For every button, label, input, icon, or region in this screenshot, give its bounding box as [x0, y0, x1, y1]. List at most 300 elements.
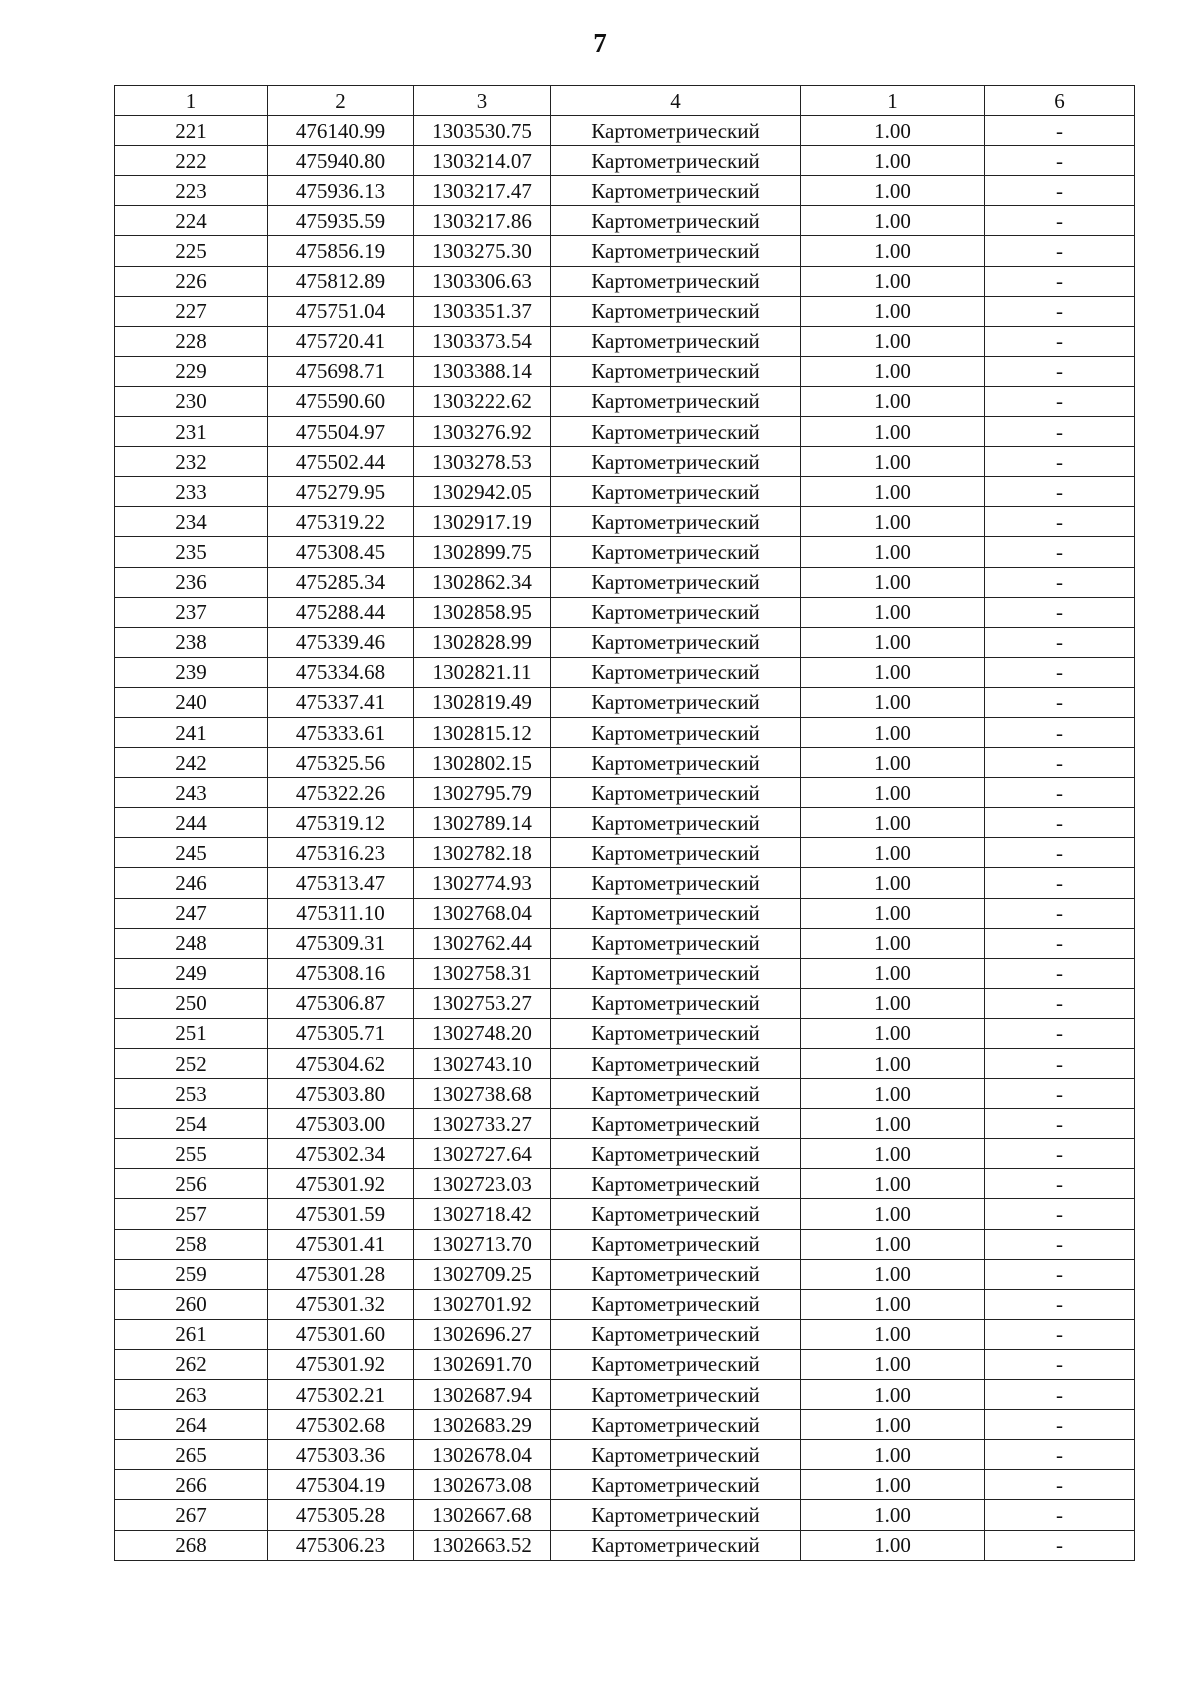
accuracy-cell: 1.00: [801, 477, 985, 507]
y-coordinate-cell: 1302663.52: [414, 1530, 551, 1560]
table-row: [115, 1259, 1135, 1289]
method-cell: Картометрический: [551, 1169, 801, 1199]
method-cell: Картометрический: [551, 1049, 801, 1079]
method-cell: Картометрический: [551, 1530, 801, 1560]
point-number-cell: 239: [115, 657, 268, 687]
x-coordinate-cell: 475305.71: [268, 1018, 414, 1048]
table-row: [115, 778, 1135, 808]
table-row: [115, 1470, 1135, 1500]
method-cell: Картометрический: [551, 868, 801, 898]
column-header-2: 2: [268, 86, 414, 116]
method-cell: Картометрический: [551, 477, 801, 507]
accuracy-cell: 1.00: [801, 1169, 985, 1199]
accuracy-cell: 1.00: [801, 1289, 985, 1319]
table-row: [115, 898, 1135, 928]
point-number-cell: 259: [115, 1259, 268, 1289]
y-coordinate-cell: 1302815.12: [414, 717, 551, 747]
y-coordinate-cell: 1302701.92: [414, 1289, 551, 1319]
accuracy-cell: 1.00: [801, 1199, 985, 1229]
note-cell: -: [985, 296, 1135, 326]
note-cell: -: [985, 116, 1135, 146]
note-cell: -: [985, 717, 1135, 747]
y-coordinate-cell: 1302789.14: [414, 808, 551, 838]
table-row: [115, 988, 1135, 1018]
method-cell: Картометрический: [551, 808, 801, 838]
y-coordinate-cell: 1302743.10: [414, 1049, 551, 1079]
x-coordinate-cell: 475940.80: [268, 146, 414, 176]
x-coordinate-cell: 475319.12: [268, 808, 414, 838]
method-cell: Картометрический: [551, 1289, 801, 1319]
x-coordinate-cell: 475325.56: [268, 748, 414, 778]
y-coordinate-cell: 1302758.31: [414, 958, 551, 988]
y-coordinate-cell: 1302828.99: [414, 627, 551, 657]
y-coordinate-cell: 1302858.95: [414, 597, 551, 627]
x-coordinate-cell: 475319.22: [268, 507, 414, 537]
note-cell: -: [985, 597, 1135, 627]
accuracy-cell: 1.00: [801, 958, 985, 988]
accuracy-cell: 1.00: [801, 116, 985, 146]
x-coordinate-cell: 475302.68: [268, 1410, 414, 1440]
note-cell: -: [985, 1169, 1135, 1199]
accuracy-cell: 1.00: [801, 417, 985, 447]
accuracy-cell: 1.00: [801, 748, 985, 778]
column-header-1: 1: [115, 86, 268, 116]
column-header-4: 4: [551, 86, 801, 116]
note-cell: -: [985, 326, 1135, 356]
column-header-3: 3: [414, 86, 551, 116]
table-row: [115, 687, 1135, 717]
y-coordinate-cell: 1302718.42: [414, 1199, 551, 1229]
note-cell: -: [985, 748, 1135, 778]
point-number-cell: 233: [115, 477, 268, 507]
method-cell: Картометрический: [551, 386, 801, 416]
note-cell: -: [985, 1049, 1135, 1079]
x-coordinate-cell: 475337.41: [268, 687, 414, 717]
y-coordinate-cell: 1303388.14: [414, 356, 551, 386]
accuracy-cell: 1.00: [801, 597, 985, 627]
note-cell: -: [985, 1259, 1135, 1289]
table-row: [115, 1319, 1135, 1349]
point-number-cell: 229: [115, 356, 268, 386]
y-coordinate-cell: 1303217.47: [414, 176, 551, 206]
table-row: [115, 266, 1135, 296]
method-cell: Картометрический: [551, 898, 801, 928]
y-coordinate-cell: 1302696.27: [414, 1319, 551, 1349]
accuracy-cell: 1.00: [801, 1229, 985, 1259]
accuracy-cell: 1.00: [801, 1380, 985, 1410]
accuracy-cell: 1.00: [801, 356, 985, 386]
y-coordinate-cell: 1302713.70: [414, 1229, 551, 1259]
method-cell: Картометрический: [551, 1380, 801, 1410]
table-row: [115, 236, 1135, 266]
accuracy-cell: 1.00: [801, 1349, 985, 1379]
note-cell: -: [985, 627, 1135, 657]
y-coordinate-cell: 1302733.27: [414, 1109, 551, 1139]
method-cell: Картометрический: [551, 928, 801, 958]
accuracy-cell: 1.00: [801, 236, 985, 266]
method-cell: Картометрический: [551, 748, 801, 778]
accuracy-cell: 1.00: [801, 1139, 985, 1169]
note-cell: -: [985, 356, 1135, 386]
method-cell: Картометрический: [551, 1440, 801, 1470]
point-number-cell: 254: [115, 1109, 268, 1139]
table-row: [115, 1109, 1135, 1139]
y-coordinate-cell: 1302802.15: [414, 748, 551, 778]
accuracy-cell: 1.00: [801, 1470, 985, 1500]
point-number-cell: 224: [115, 206, 268, 236]
table-row: [115, 116, 1135, 146]
method-cell: Картометрический: [551, 958, 801, 988]
note-cell: -: [985, 868, 1135, 898]
accuracy-cell: 1.00: [801, 1319, 985, 1349]
point-number-cell: 221: [115, 116, 268, 146]
note-cell: -: [985, 1410, 1135, 1440]
table-row: [115, 1349, 1135, 1379]
note-cell: -: [985, 447, 1135, 477]
note-cell: -: [985, 928, 1135, 958]
x-coordinate-cell: 475502.44: [268, 447, 414, 477]
point-number-cell: 252: [115, 1049, 268, 1079]
method-cell: Картометрический: [551, 1410, 801, 1440]
table-row: [115, 597, 1135, 627]
note-cell: -: [985, 236, 1135, 266]
x-coordinate-cell: 475339.46: [268, 627, 414, 657]
table-row: [115, 537, 1135, 567]
point-number-cell: 260: [115, 1289, 268, 1319]
note-cell: -: [985, 507, 1135, 537]
accuracy-cell: 1.00: [801, 898, 985, 928]
x-coordinate-cell: 475935.59: [268, 206, 414, 236]
table-row: [115, 1500, 1135, 1530]
point-number-cell: 264: [115, 1410, 268, 1440]
note-cell: -: [985, 1289, 1135, 1319]
x-coordinate-cell: 475590.60: [268, 386, 414, 416]
method-cell: Картометрический: [551, 447, 801, 477]
note-cell: -: [985, 687, 1135, 717]
accuracy-cell: 1.00: [801, 1109, 985, 1139]
x-coordinate-cell: 475812.89: [268, 266, 414, 296]
y-coordinate-cell: 1302917.19: [414, 507, 551, 537]
method-cell: Картометрический: [551, 1079, 801, 1109]
method-cell: Картометрический: [551, 206, 801, 236]
note-cell: -: [985, 146, 1135, 176]
x-coordinate-cell: 475308.45: [268, 537, 414, 567]
method-cell: Картометрический: [551, 176, 801, 206]
x-coordinate-cell: 475285.34: [268, 567, 414, 597]
x-coordinate-cell: 475311.10: [268, 898, 414, 928]
y-coordinate-cell: 1302768.04: [414, 898, 551, 928]
table-row: [115, 1139, 1135, 1169]
x-coordinate-cell: 475333.61: [268, 717, 414, 747]
method-cell: Картометрический: [551, 296, 801, 326]
note-cell: -: [985, 567, 1135, 597]
x-coordinate-cell: 475301.59: [268, 1199, 414, 1229]
x-coordinate-cell: 475288.44: [268, 597, 414, 627]
accuracy-cell: 1.00: [801, 808, 985, 838]
y-coordinate-cell: 1302753.27: [414, 988, 551, 1018]
accuracy-cell: 1.00: [801, 567, 985, 597]
note-cell: -: [985, 477, 1135, 507]
table-row: [115, 1049, 1135, 1079]
column-header-6: 6: [985, 86, 1135, 116]
note-cell: -: [985, 1500, 1135, 1530]
accuracy-cell: 1.00: [801, 868, 985, 898]
table-row: [115, 507, 1135, 537]
point-number-cell: 227: [115, 296, 268, 326]
y-coordinate-cell: 1303530.75: [414, 116, 551, 146]
table-header-row: [115, 86, 1135, 116]
accuracy-cell: 1.00: [801, 657, 985, 687]
point-number-cell: 234: [115, 507, 268, 537]
note-cell: -: [985, 386, 1135, 416]
method-cell: Картометрический: [551, 417, 801, 447]
method-cell: Картометрический: [551, 537, 801, 567]
note-cell: -: [985, 206, 1135, 236]
method-cell: Картометрический: [551, 356, 801, 386]
x-coordinate-cell: 475308.16: [268, 958, 414, 988]
accuracy-cell: 1.00: [801, 1018, 985, 1048]
method-cell: Картометрический: [551, 116, 801, 146]
table-row: [115, 477, 1135, 507]
point-number-cell: 253: [115, 1079, 268, 1109]
method-cell: Картометрический: [551, 1018, 801, 1048]
method-cell: Картометрический: [551, 1259, 801, 1289]
method-cell: Картометрический: [551, 717, 801, 747]
method-cell: Картометрический: [551, 266, 801, 296]
x-coordinate-cell: 475322.26: [268, 778, 414, 808]
point-number-cell: 257: [115, 1199, 268, 1229]
table-body: [115, 116, 1135, 1561]
x-coordinate-cell: 475309.31: [268, 928, 414, 958]
method-cell: Картометрический: [551, 1139, 801, 1169]
table-row: [115, 176, 1135, 206]
accuracy-cell: 1.00: [801, 627, 985, 657]
note-cell: -: [985, 1530, 1135, 1560]
x-coordinate-cell: 475856.19: [268, 236, 414, 266]
page-number: 7: [593, 28, 607, 58]
x-coordinate-cell: 475304.19: [268, 1470, 414, 1500]
note-cell: -: [985, 657, 1135, 687]
point-number-cell: 250: [115, 988, 268, 1018]
note-cell: -: [985, 1229, 1135, 1259]
note-cell: -: [985, 417, 1135, 447]
x-coordinate-cell: 475306.23: [268, 1530, 414, 1560]
point-number-cell: 255: [115, 1139, 268, 1169]
point-number-cell: 266: [115, 1470, 268, 1500]
note-cell: -: [985, 176, 1135, 206]
table-row: [115, 1530, 1135, 1560]
accuracy-cell: 1.00: [801, 1530, 985, 1560]
point-number-cell: 232: [115, 447, 268, 477]
note-cell: -: [985, 1380, 1135, 1410]
x-coordinate-cell: 475751.04: [268, 296, 414, 326]
note-cell: -: [985, 537, 1135, 567]
y-coordinate-cell: 1303217.86: [414, 206, 551, 236]
accuracy-cell: 1.00: [801, 266, 985, 296]
accuracy-cell: 1.00: [801, 1440, 985, 1470]
table-row: [115, 1380, 1135, 1410]
y-coordinate-cell: 1303276.92: [414, 417, 551, 447]
table-row: [115, 657, 1135, 687]
x-coordinate-cell: 475303.36: [268, 1440, 414, 1470]
note-cell: -: [985, 1139, 1135, 1169]
note-cell: -: [985, 898, 1135, 928]
accuracy-cell: 1.00: [801, 1500, 985, 1530]
table-row: [115, 206, 1135, 236]
method-cell: Картометрический: [551, 1500, 801, 1530]
x-coordinate-cell: 475279.95: [268, 477, 414, 507]
x-coordinate-cell: 475936.13: [268, 176, 414, 206]
x-coordinate-cell: 475302.21: [268, 1380, 414, 1410]
y-coordinate-cell: 1302862.34: [414, 567, 551, 597]
note-cell: -: [985, 778, 1135, 808]
accuracy-cell: 1.00: [801, 1259, 985, 1289]
note-cell: -: [985, 1319, 1135, 1349]
accuracy-cell: 1.00: [801, 146, 985, 176]
table-row: [115, 386, 1135, 416]
y-coordinate-cell: 1303351.37: [414, 296, 551, 326]
table-row: [115, 1079, 1135, 1109]
x-coordinate-cell: 475316.23: [268, 838, 414, 868]
table-row: [115, 1440, 1135, 1470]
note-cell: -: [985, 1349, 1135, 1379]
point-number-cell: 262: [115, 1349, 268, 1379]
y-coordinate-cell: 1302821.11: [414, 657, 551, 687]
point-number-cell: 249: [115, 958, 268, 988]
point-number-cell: 226: [115, 266, 268, 296]
accuracy-cell: 1.00: [801, 1049, 985, 1079]
y-coordinate-cell: 1302762.44: [414, 928, 551, 958]
method-cell: Картометрический: [551, 778, 801, 808]
y-coordinate-cell: 1302723.03: [414, 1169, 551, 1199]
point-number-cell: 256: [115, 1169, 268, 1199]
accuracy-cell: 1.00: [801, 717, 985, 747]
coordinates-table: [114, 85, 1135, 1561]
point-number-cell: 225: [115, 236, 268, 266]
method-cell: Картометрический: [551, 627, 801, 657]
x-coordinate-cell: 475305.28: [268, 1500, 414, 1530]
y-coordinate-cell: 1302774.93: [414, 868, 551, 898]
y-coordinate-cell: 1302748.20: [414, 1018, 551, 1048]
point-number-cell: 222: [115, 146, 268, 176]
note-cell: -: [985, 988, 1135, 1018]
table-row: [115, 417, 1135, 447]
point-number-cell: 261: [115, 1319, 268, 1349]
x-coordinate-cell: 475301.28: [268, 1259, 414, 1289]
table-row: [115, 1410, 1135, 1440]
method-cell: Картометрический: [551, 507, 801, 537]
point-number-cell: 267: [115, 1500, 268, 1530]
y-coordinate-cell: 1302678.04: [414, 1440, 551, 1470]
y-coordinate-cell: 1302795.79: [414, 778, 551, 808]
accuracy-cell: 1.00: [801, 687, 985, 717]
x-coordinate-cell: 475698.71: [268, 356, 414, 386]
table-row: [115, 838, 1135, 868]
accuracy-cell: 1.00: [801, 296, 985, 326]
point-number-cell: 228: [115, 326, 268, 356]
method-cell: Картометрический: [551, 567, 801, 597]
method-cell: Картометрический: [551, 1199, 801, 1229]
y-coordinate-cell: 1302727.64: [414, 1139, 551, 1169]
y-coordinate-cell: 1303373.54: [414, 326, 551, 356]
point-number-cell: 268: [115, 1530, 268, 1560]
accuracy-cell: 1.00: [801, 537, 985, 567]
y-coordinate-cell: 1302899.75: [414, 537, 551, 567]
accuracy-cell: 1.00: [801, 447, 985, 477]
method-cell: Картометрический: [551, 657, 801, 687]
note-cell: -: [985, 808, 1135, 838]
method-cell: Картометрический: [551, 687, 801, 717]
table-row: [115, 928, 1135, 958]
point-number-cell: 243: [115, 778, 268, 808]
accuracy-cell: 1.00: [801, 838, 985, 868]
y-coordinate-cell: 1302687.94: [414, 1380, 551, 1410]
table-row: [115, 1229, 1135, 1259]
method-cell: Картометрический: [551, 597, 801, 627]
note-cell: -: [985, 1018, 1135, 1048]
y-coordinate-cell: 1303222.62: [414, 386, 551, 416]
table-row: [115, 447, 1135, 477]
point-number-cell: 251: [115, 1018, 268, 1048]
table-row: [115, 146, 1135, 176]
point-number-cell: 263: [115, 1380, 268, 1410]
method-cell: Картометрический: [551, 146, 801, 176]
x-coordinate-cell: 475301.60: [268, 1319, 414, 1349]
accuracy-cell: 1.00: [801, 326, 985, 356]
table-row: [115, 1169, 1135, 1199]
accuracy-cell: 1.00: [801, 1410, 985, 1440]
method-cell: Картометрический: [551, 236, 801, 266]
point-number-cell: 265: [115, 1440, 268, 1470]
table-row: [115, 717, 1135, 747]
x-coordinate-cell: 475301.41: [268, 1229, 414, 1259]
point-number-cell: 241: [115, 717, 268, 747]
point-number-cell: 246: [115, 868, 268, 898]
x-coordinate-cell: 475301.32: [268, 1289, 414, 1319]
y-coordinate-cell: 1302691.70: [414, 1349, 551, 1379]
x-coordinate-cell: 475306.87: [268, 988, 414, 1018]
point-number-cell: 248: [115, 928, 268, 958]
point-number-cell: 231: [115, 417, 268, 447]
y-coordinate-cell: 1302709.25: [414, 1259, 551, 1289]
x-coordinate-cell: 475313.47: [268, 868, 414, 898]
note-cell: -: [985, 838, 1135, 868]
accuracy-cell: 1.00: [801, 507, 985, 537]
note-cell: -: [985, 1470, 1135, 1500]
x-coordinate-cell: 475720.41: [268, 326, 414, 356]
point-number-cell: 237: [115, 597, 268, 627]
column-header-5: 1: [801, 86, 985, 116]
point-number-cell: 247: [115, 898, 268, 928]
x-coordinate-cell: 475301.92: [268, 1349, 414, 1379]
method-cell: Картометрический: [551, 1229, 801, 1259]
method-cell: Картометрический: [551, 1470, 801, 1500]
x-coordinate-cell: 475334.68: [268, 657, 414, 687]
method-cell: Картометрический: [551, 1109, 801, 1139]
table-row: [115, 296, 1135, 326]
table-row: [115, 1018, 1135, 1048]
y-coordinate-cell: 1303214.07: [414, 146, 551, 176]
table-row: [115, 868, 1135, 898]
point-number-cell: 238: [115, 627, 268, 657]
point-number-cell: 244: [115, 808, 268, 838]
note-cell: -: [985, 266, 1135, 296]
x-coordinate-cell: 475504.97: [268, 417, 414, 447]
table-row: [115, 958, 1135, 988]
point-number-cell: 235: [115, 537, 268, 567]
point-number-cell: 240: [115, 687, 268, 717]
method-cell: Картометрический: [551, 326, 801, 356]
